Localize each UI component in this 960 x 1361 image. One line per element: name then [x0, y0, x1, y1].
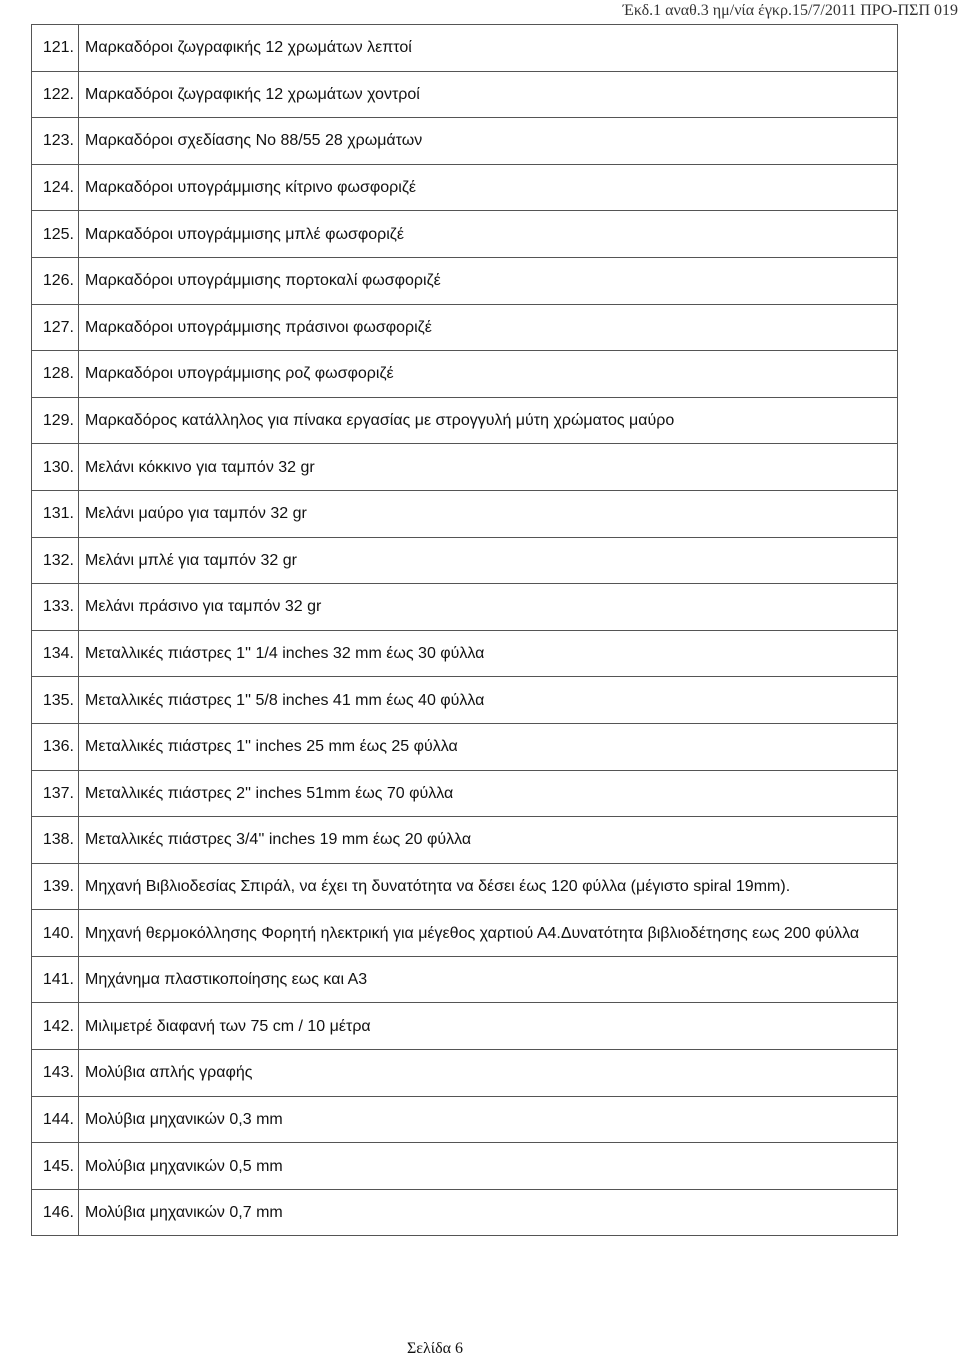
item-number: 136.	[32, 723, 79, 770]
table-row	[32, 910, 898, 957]
table-row	[32, 630, 898, 677]
item-number: 135.	[32, 677, 79, 724]
table-row	[32, 817, 898, 864]
item-number: 123.	[32, 118, 79, 165]
item-description: Μαρκαδόρος κατάλληλος για πίνακα εργασίας με στρογγυλή μύτη χρώματος μαύρο	[79, 397, 898, 444]
item-description: Μεταλλικές πιάστρες 1'' inches 25 mm έως 25 φύλλα	[79, 723, 898, 770]
item-description: Μιλιμετρέ διαφανή των 75 cm / 10 μέτρα	[79, 1003, 898, 1050]
table-row	[32, 444, 898, 491]
item-number: 129.	[32, 397, 79, 444]
table-row	[32, 164, 898, 211]
page-footer	[0, 1340, 960, 1358]
table-row	[32, 863, 898, 910]
item-number: 134.	[32, 630, 79, 677]
table-row	[32, 1003, 898, 1050]
table-row	[32, 118, 898, 165]
item-description: Μολύβια μηχανικών 0,7 mm	[79, 1189, 898, 1236]
item-number: 133.	[32, 584, 79, 631]
item-number: 124.	[32, 164, 79, 211]
item-number: 121.	[32, 25, 79, 72]
item-description: Μαρκαδόροι ζωγραφικής 12 χρωμάτων λεπτοί	[79, 25, 898, 72]
item-description: Μαρκαδόροι υπογράμμισης μπλέ φωσφοριζέ	[79, 211, 898, 258]
table-row	[32, 397, 898, 444]
item-description: Μηχανή Βιβλιοδεσίας Σπιράλ, να έχει τη δυνατότητα να δέσει έως 120 φύλλα (μέγιστο spiral 19mm).	[79, 863, 898, 910]
table-row	[32, 584, 898, 631]
item-description: Μολύβια μηχανικών 0,3 mm	[79, 1096, 898, 1143]
item-description: Μελάνι πράσινο για ταμπόν 32 gr	[79, 584, 898, 631]
table-row	[32, 304, 898, 351]
item-description: Μελάνι κόκκινο για ταμπόν 32 gr	[79, 444, 898, 491]
item-description: Μαρκαδόροι σχεδίασης Νο 88/55 28 χρωμάτων	[79, 118, 898, 165]
item-number: 145.	[32, 1143, 79, 1190]
table-row	[32, 211, 898, 258]
item-number: 126.	[32, 257, 79, 304]
item-description: Μεταλλικές πιάστρες 1'' 5/8 inches 41 mm έως 40 φύλλα	[79, 677, 898, 724]
item-number: 138.	[32, 817, 79, 864]
item-description: Μολύβια απλής γραφής	[79, 1050, 898, 1097]
item-description: Μαρκαδόροι υπογράμμισης ροζ φωσφοριζέ	[79, 351, 898, 398]
item-number: 127.	[32, 304, 79, 351]
item-number: 139.	[32, 863, 79, 910]
table-row	[32, 1189, 898, 1236]
item-number: 144.	[32, 1096, 79, 1143]
table-row	[32, 1096, 898, 1143]
item-description: Μεταλλικές πιάστρες 3/4'' inches 19 mm έως 20 φύλλα	[79, 817, 898, 864]
item-description: Μεταλλικές πιάστρες 2'' inches 51mm έως 70 φύλλα	[79, 770, 898, 817]
table-row	[32, 1143, 898, 1190]
item-number: 131.	[32, 490, 79, 537]
item-description: Μεταλλικές πιάστρες 1'' 1/4 inches 32 mm έως 30 φύλλα	[79, 630, 898, 677]
item-description: Μελάνι μπλέ για ταμπόν 32 gr	[79, 537, 898, 584]
page-number: Σελίδα 6	[406, 1340, 463, 1357]
item-description: Μαρκαδόροι ζωγραφικής 12 χρωμάτων χοντροί	[79, 71, 898, 118]
item-description: Μελάνι μαύρο για ταμπόν 32 gr	[79, 490, 898, 537]
table-row	[32, 677, 898, 724]
table-row	[32, 723, 898, 770]
item-number: 143.	[32, 1050, 79, 1097]
items-table-body	[32, 25, 898, 1236]
table-row	[32, 537, 898, 584]
item-number: 137.	[32, 770, 79, 817]
item-number: 132.	[32, 537, 79, 584]
item-description: Μηχάνημα πλαστικοποίησης εως και Α3	[79, 956, 898, 1003]
item-description: Μαρκαδόροι υπογράμμισης πράσινοι φωσφοριζέ	[79, 304, 898, 351]
table-row	[32, 71, 898, 118]
item-number: 142.	[32, 1003, 79, 1050]
item-description: Μολύβια μηχανικών 0,5 mm	[79, 1143, 898, 1190]
table-row	[32, 956, 898, 1003]
item-number: 141.	[32, 956, 79, 1003]
item-number: 140.	[32, 910, 79, 957]
table-row	[32, 490, 898, 537]
item-description: Μηχανή θερμοκόλλησης Φορητή ηλεκτρική για μέγεθος χαρτιού Α4.Δυνατότητα βιβλιοδέτησης εως 200 φύλλα	[79, 910, 898, 957]
table-row	[32, 25, 898, 72]
table-row	[32, 1050, 898, 1097]
item-number: 146.	[32, 1189, 79, 1236]
table-row	[32, 257, 898, 304]
item-number: 125.	[32, 211, 79, 258]
document-reference: Έκδ.1 αναθ.3 ημ/νία έγκρ.15/7/2011 ΠΡΟ-ΠΣΠ 019	[622, 2, 958, 19]
item-number: 128.	[32, 351, 79, 398]
table-row	[32, 770, 898, 817]
item-description: Μαρκαδόροι υπογράμμισης πορτοκαλί φωσφοριζέ	[79, 257, 898, 304]
item-description: Μαρκαδόροι υπογράμμισης κίτρινο φωσφοριζέ	[79, 164, 898, 211]
table-row	[32, 351, 898, 398]
item-number: 122.	[32, 71, 79, 118]
item-number: 130.	[32, 444, 79, 491]
items-table	[31, 24, 898, 1236]
